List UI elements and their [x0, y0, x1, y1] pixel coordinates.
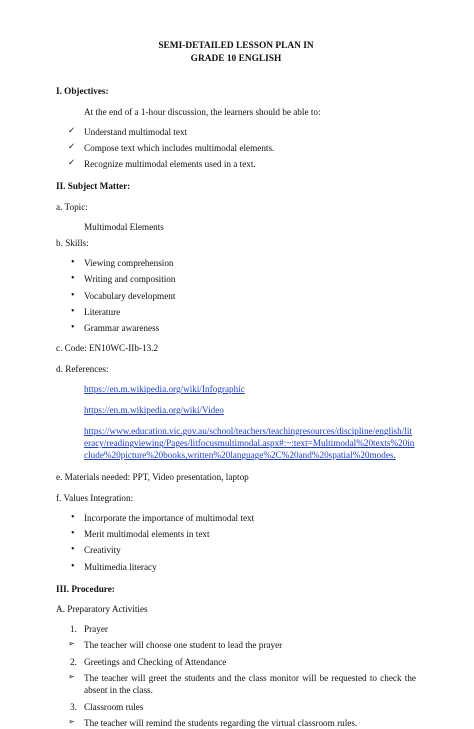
- objective-item: ✓ Compose text which includes multimodal elements.: [56, 142, 416, 154]
- procedure-heading: III. Procedure:: [56, 583, 115, 594]
- reference-link[interactable]: [56, 425, 416, 461]
- value-item: • Creativity: [56, 544, 416, 556]
- skills-list: [56, 257, 416, 334]
- value-item: • Merit multimodal elements in text: [56, 528, 416, 540]
- materials-line: e. Materials needed: PPT, Video presentation, laptop: [56, 472, 249, 483]
- objective-item: ✓ Recognize multimodal elements used in a text.: [56, 158, 416, 170]
- value-item: • Incorporate the importance of multimodal text: [56, 512, 416, 524]
- procedure-detail: ➢ The teacher will remind the students regarding the virtual classroom rules.: [56, 717, 416, 729]
- topic-value: Multimodal Elements: [84, 221, 164, 232]
- subject-matter-heading: II. Subject Matter:: [56, 181, 131, 192]
- code-line: c. Code: EN10WC-IIb-13.2: [56, 343, 159, 354]
- objective-item: ✓ Understand multimodal text: [56, 126, 416, 138]
- skill-item: • Grammar awareness: [56, 322, 416, 334]
- procedure-detail: ➢ The teacher will choose one student to lead the prayer: [56, 639, 416, 651]
- procedure-subheading: A. Preparatory Activities: [56, 604, 148, 614]
- procedure-step: 2. Greetings and Checking of Attendance: [56, 656, 416, 668]
- objectives-heading: I. Objectives:: [56, 86, 109, 97]
- title-line-2: GRADE 10 ENGLISH: [190, 53, 282, 64]
- skills-label: b. Skills:: [56, 237, 89, 248]
- document-title: [56, 40, 416, 65]
- skill-item: • Literature: [56, 306, 416, 318]
- reference-period: .: [393, 450, 396, 461]
- topic-label: a. Topic:: [56, 201, 88, 212]
- title-line-1: SEMI-DETAILED LESSON PLAN IN: [158, 41, 314, 51]
- reference-link-text[interactable]: https://www.education.vic.gov.au/school/teachers/teachingresources/discipline/english/literacy/readingviewing/Pages/litfocusmultimodal.aspx#:~:text=Multimodal%20texts%20include%20picture%20books,written%20language%2C%20and%20spatial%20modes: [84, 426, 415, 461]
- reference-link[interactable]: https://en.m.wikipedia.org/wiki/Video: [84, 404, 224, 415]
- value-item: • Multimedia literacy: [56, 561, 416, 573]
- skill-item: • Viewing comprehension: [56, 257, 416, 269]
- procedure-list: [56, 623, 416, 729]
- objectives-intro: At the end of a 1-hour discussion, the learners should be able to:: [84, 106, 321, 117]
- objectives-list: [56, 126, 416, 171]
- reference-link[interactable]: https://en.m.wikipedia.org/wiki/Infographic: [84, 383, 245, 394]
- procedure-detail: ➢ The teacher will greet the students and the class monitor will be requested to check the absent in the class.: [56, 672, 416, 696]
- values-list: [56, 512, 416, 573]
- procedure-step: 1. Prayer: [56, 623, 416, 635]
- procedure-step: 3. Classroom rules: [56, 701, 416, 713]
- skill-item: • Writing and composition: [56, 273, 416, 285]
- values-label: f. Values Integration:: [56, 492, 134, 503]
- references-label: d. References:: [56, 363, 109, 374]
- skill-item: • Vocabulary development: [56, 290, 416, 302]
